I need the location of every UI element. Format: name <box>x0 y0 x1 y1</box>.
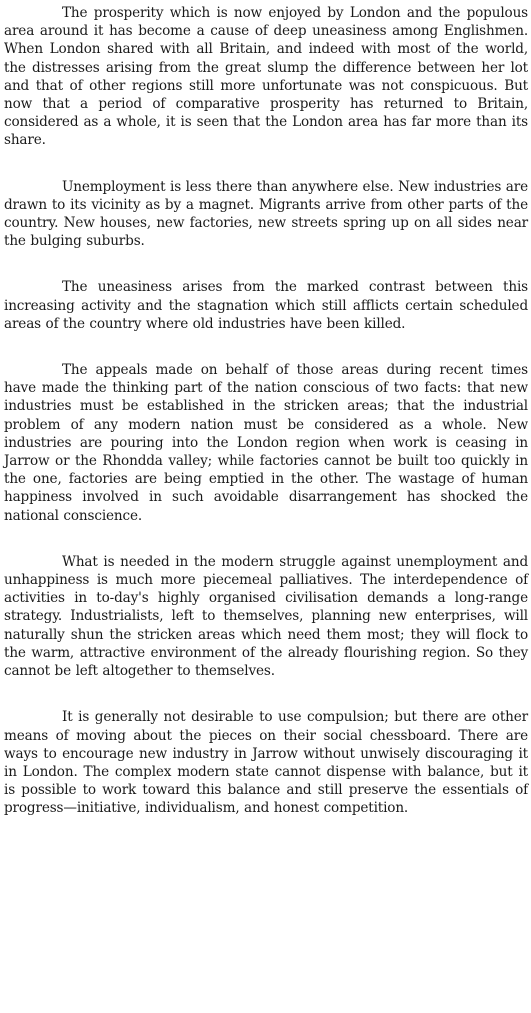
paragraph-uneasiness: The uneasiness arises from the marked contrast between this increasing activity and the stagnation which still afflicts certain scheduled areas of the country where old industries have been killed. <box>4 279 528 332</box>
paragraph-london-prosperity: The prosperity which is now enjoyed by London and the populous area around it has become a cause of deep uneasiness among Englishmen. When London shared with all Britain, and indeed with most of the world, the distresses arising from the great slump the difference between her lot and that of other regions still more unfortunate was not conspicuous. But now that a period of comparative prosperity has returned to Britain, considered as a whole, it is seen that the London area has far more than its share. <box>4 5 528 149</box>
paragraph-what-is-needed: What is needed in the modern struggle against unemployment and unhappiness is much more piecemeal palliatives. The interdependence of activities in to-day's highly organised civilisation demands a long-range strategy. Industrialists, left to themselves, planning new enterprises, will naturally shun the stricken areas which need them most; they will flock to the warm, attractive environment of the already flourishing region. So they cannot be left altogether to themselves. <box>4 553 528 680</box>
paragraph-compulsion: It is generally not desirable to use compulsion; but there are other means of moving about the pieces on their social chessboard. There are ways to encourage new industry in Jarrow without unwisely discouraging it in London. The complex modern state cannot dispense with balance, but it is possible to work toward this balance and still preserve the essentials of progress—initiative, individualism, and honest competition. <box>4 709 528 817</box>
paragraph-appeals: The appeals made on behalf of those areas during recent times have made the thinking part of the nation conscious of two facts: that new industries must be established in the stricken areas; that the industrial problem of any modern nation must be considered as a whole. New industries are pouring into the London region when work is ceasing in Jarrow or the Rhondda valley; while factories cannot be built too quickly in the one, factories are being emptied in the other. The wastage of human happiness involved in such avoidable disarrangement has shocked the national conscience. <box>4 362 528 524</box>
paragraph-unemployment: Unemployment is less there than anywhere else. New industries are drawn to its vicinity as by a magnet. Migrants arrive from other parts of the country. New houses, new factories, new streets spring up on all sides near the bulging suburbs. <box>4 178 528 250</box>
